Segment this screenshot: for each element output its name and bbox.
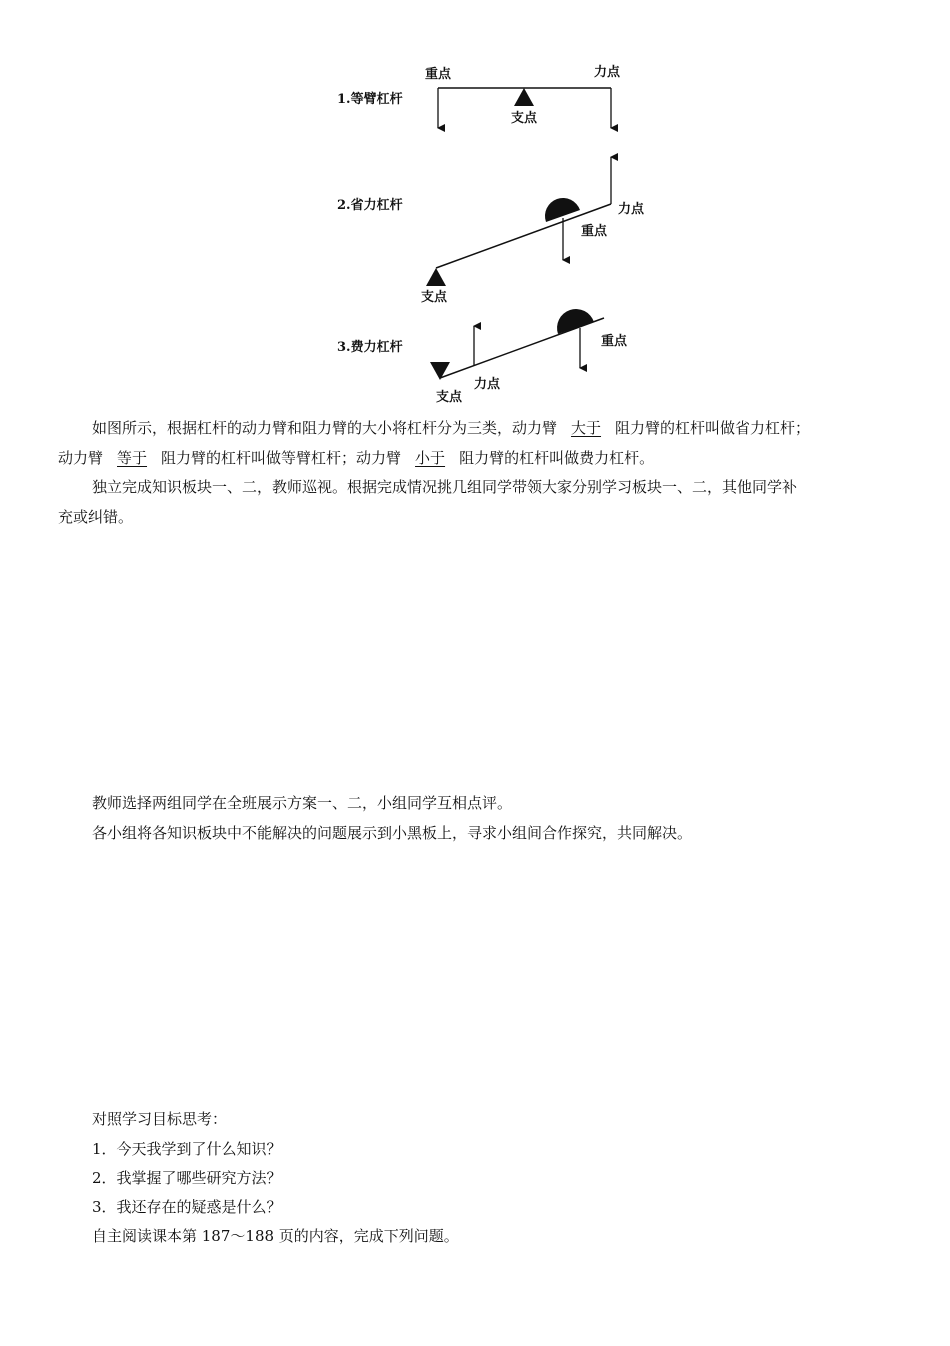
classification-line-1 [92,413,810,443]
lever-2-title: 2.省力杠杆 [337,198,403,213]
text-segment: 如图所示，根据杠杆的动力臂和阻力臂的大小将杠杆分为三类，动力臂 [92,419,558,437]
lever-3-effort-label: 力点 [474,377,501,392]
lever-1-load-label: 重点 [425,67,452,82]
display-line-1: 教师选择两组同学在全班展示方案一、二，小组同学互相点评。 [92,794,513,812]
lever-2-load-label: 重点 [581,224,608,239]
study-line-2: 充或纠错。 [58,508,134,526]
reflect-title: 对照学习目标思考： [92,1110,228,1128]
reading-instruction: 自主阅读课本第 187～188 页的内容，完成下列问题。 [92,1227,459,1245]
classification-line-2 [58,443,654,473]
fulcrum-inverted-triangle-icon [430,362,450,380]
lever-diagram-figure [0,0,950,410]
fulcrum-triangle-icon [426,268,446,286]
reflect-item-2: 2．我掌握了哪些研究方法？ [92,1169,282,1187]
lever-2-effort-label: 力点 [618,202,645,217]
lever-3-load-label: 重点 [601,334,628,349]
display-line-2: 各小组将各知识板块中不能解决的问题展示到小黑板上，寻求小组间合作探究，共同解决。 [92,824,693,842]
lever-diagram-graphic [0,0,950,410]
lever-3-title: 3.费力杠杆 [337,340,403,355]
answer-blank-less: 小于 [415,449,446,467]
text-segment: 阻力臂的杠杆叫做等臂杠杆；动力臂 [161,449,402,467]
load-semicircle-icon [557,309,594,334]
reflect-item-3: 3．我还存在的疑惑是什么？ [92,1198,282,1216]
lever-3-fulcrum-label: 支点 [436,390,463,405]
reflect-item-1: 1．今天我学到了什么知识？ [92,1140,282,1158]
lever-2-fulcrum-label: 支点 [421,290,448,305]
answer-blank-greater: 大于 [571,419,602,437]
text-segment: 阻力臂的杠杆叫做省力杠杆； [615,419,811,437]
lever-1-fulcrum-label: 支点 [511,111,538,126]
lever-1-title: 1.等臂杠杆 [337,92,403,107]
lever-1-effort-label: 力点 [594,65,621,80]
study-line-1: 独立完成知识板块一、二，教师巡视。根据完成情况挑几组同学带领大家分别学习板块一、二，其他同学补 [92,478,798,496]
text-segment: 动力臂 [58,449,104,467]
fulcrum-triangle-icon [514,88,534,106]
answer-blank-equal: 等于 [117,449,148,467]
lever-3-force-costing [430,309,604,380]
text-segment: 阻力臂的杠杆叫做费力杠杆。 [459,449,655,467]
lever-2-force-saving [426,157,611,286]
